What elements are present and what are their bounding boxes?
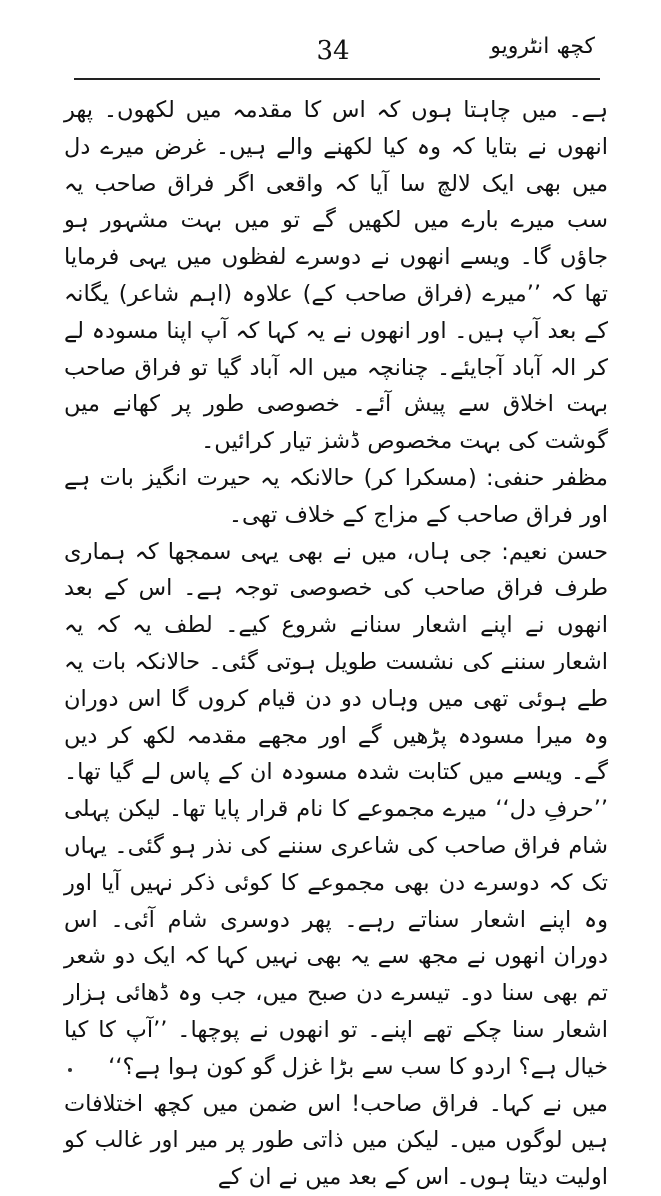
paragraph: مظفر حنفی: (مسکرا کر) حالانکہ یہ حیرت انگیز بات ہے اور فراق صاحب کے مزاج کے خلاف تھی۔: [64, 464, 608, 528]
running-title: کچھ انٹرویو: [490, 34, 595, 59]
page-header: [0, 0, 661, 100]
header-rule: [74, 78, 600, 80]
paragraph: میں نے کہا۔ فراق صاحب! اس ضمن میں کچھ اختلافات ہیں لوگوں میں۔ لیکن میں ذاتی طور پر میر اور غالب کو اولیت دیتا ہوں۔ اس کے بعد میں نے ان کے: [64, 1090, 608, 1191]
page-number: 34: [316, 36, 350, 66]
print-speck: [68, 1068, 72, 1072]
paragraph: ہے۔ میں چاہتا ہوں کہ اس کا مقدمہ میں لکھوں۔ پھر انھوں نے بتایا کہ وہ کیا لکھنے والے ہیں۔ غرض میرے دل میں بھی ایک لالچ سا آیا کہ واقعی اگر فراق صاحب یہ سب میرے بارے میں لکھیں گے تو میں بہت مشہور ہو جاؤں گا۔ ویسے انھوں نے دوسرے لفظوں میں یہی فرمایا تھا کہ ’’میرے (فراق صاحب کے) علاوہ (اہم شاعر) یگانہ کے بعد آپ ہیں۔ اور انھوں نے یہ کہا کہ آپ اپنا مسودہ لے کر الہ آباد آجایئے۔ چنانچہ میں الہ آباد گیا تو فراق صاحب بہت اخلاق سے پیش آئے۔ خصوصی طور پر کھانے میں گوشت کی بہت مخصوص ڈشز تیار کرائیں۔: [64, 97, 608, 455]
body-text: [64, 92, 608, 1196]
paragraph: حسن نعیم: جی ہاں، میں نے بھی یہی سمجھا کہ ہماری طرف فراق صاحب کی خصوصی توجہ ہے۔ اس کے بعد انھوں نے اپنے اشعار سنانے شروع کیے۔ لطف یہ کہ یہ اشعار سننے کی نشست طویل ہوتی گئی۔ حالانکہ بات یہ طے ہوئی تھی میں وہاں دو دن قیام کروں گا اس دوران وہ میرا مسودہ پڑھیں گے اور مجھے مقدمہ لکھ کر دیں گے۔ ویسے میں کتابت شدہ مسودہ ان کے پاس لے گیا تھا۔ ’’حرفِ دل‘‘ میرے مجموعے کا نام قرار پایا تھا۔ لیکن پہلی شام فراق صاحب کی شاعری سننے کی نذر ہو گئی۔ یہاں تک کہ دوسرے دن بھی مجموعے کا کوئی ذکر نہیں آیا اور وہ اپنے اشعار سناتے رہے۔ پھر دوسری شام آئی۔ اس دوران انھوں نے مجھ سے یہ بھی نہیں کہا کہ ایک دو شعر تم بھی سنا دو۔ تیسرے دن صبح میں، جب وہ ڈھائی ہزار اشعار سنا چکے تھے اپنے۔ تو انھوں نے پوچھا۔ ’’آپ کا کیا خیال ہے؟ اردو کا سب سے بڑا غزل گو کون ہوا ہے؟‘‘: [64, 538, 608, 1080]
